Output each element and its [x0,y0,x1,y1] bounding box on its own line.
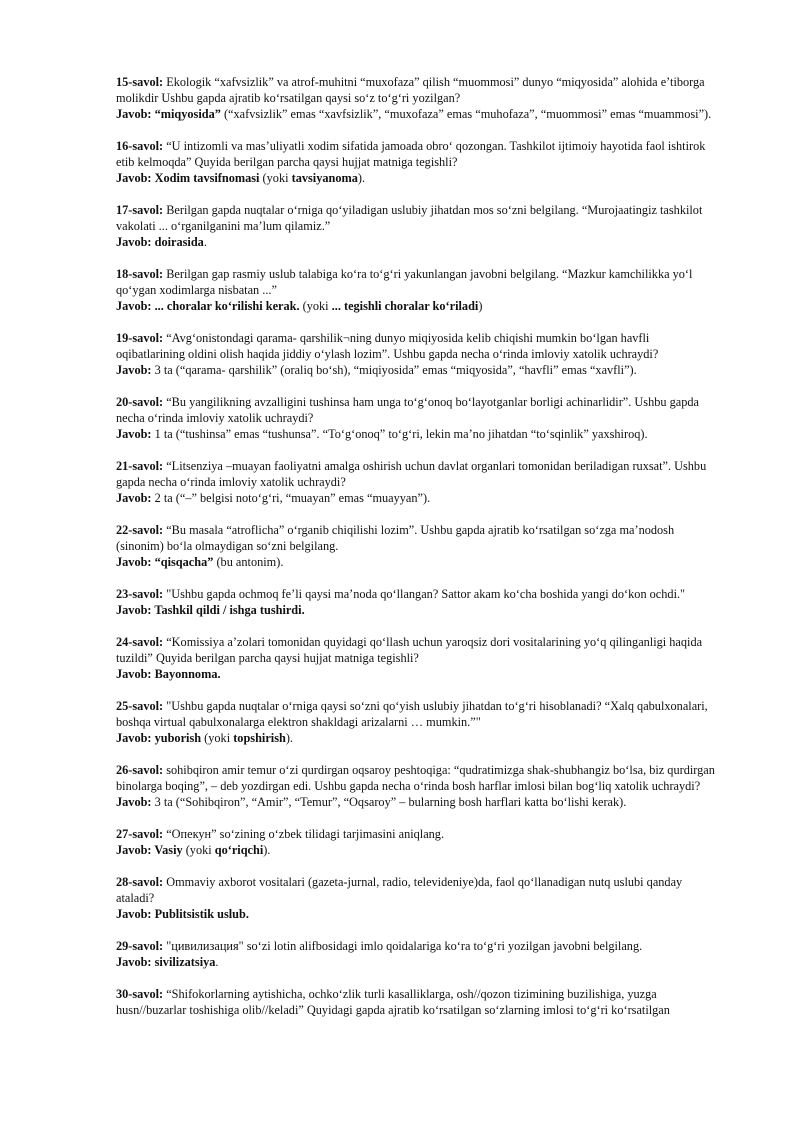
question-number: 15-savol: [116,75,164,89]
question-29 [116,938,718,970]
answer: Javob: doirasida. [116,235,207,249]
answer-label: Javob: [116,107,152,121]
question-text: 26-savol: sohibqiron amir temur o‘zi qurdirgan oqsaroy peshtoqiga: “qudratimizga shak-shubhangiz bo‘lsa, biz qurdirgan binolarga boqing”, – deb yozdirgan edi. Ushbu gapda necha o‘rinda bosh harflar imlosi bilan bog‘liq xatolik uchraydi? [116,763,715,793]
answer-value: Publitsistik uslub. [151,907,249,921]
answer-value: ... choralar ko‘rilishi kerak. [151,299,300,313]
question-number: 21-savol: [116,459,164,473]
question-18 [116,266,718,314]
answer-alt-value: tavsiyanoma [291,171,358,185]
answer-label: Javob: [116,955,152,969]
question-number: 16-savol: [116,139,164,153]
answer: Javob: sivilizatsiya. [116,955,219,969]
question-number: 29-savol: [116,939,164,953]
answer: Javob: 3 ta (“qarama- qarshilik” (oraliq bo‘sh), “miqiyosida” emas “miqyosida”, “havfli” emas “xavfli”). [116,363,637,377]
question-number: 27-savol: [116,827,164,841]
answer [116,906,718,922]
question-text: 22-savol: “Bu masala “atroflicha” o‘rganib chiqilishi lozim”. Ushbu gapda ajratib ko‘rsatilgan so‘zga ma’nodosh (sinonim) bo‘la olmaydigan so‘zni belgilang. [116,523,675,553]
question-27 [116,826,718,858]
question-text: 30-savol: “Shifokorlarning aytishicha, ochko‘zlik turli kasalliklarga, osh//qozon tizimining buzilishiga, yuzga husn//buzarlar toshishiga olib//keladi” Quyidagi gapda ajratib ko‘rsatilgan so‘zlarning imlosi to‘g‘ri ko‘rsatilgan [116,987,670,1017]
answer-label: Javob: [116,795,152,809]
answer-label: Javob: [116,235,152,249]
question-number: 17-savol: [116,203,164,217]
answer-alt-value: ... tegishli choralar ko‘riladi [331,299,479,313]
question-25 [116,698,718,746]
answer: Javob: 1 ta (“tushinsa” emas “tushunsa”. “To‘g‘onoq” to‘g‘ri, lekin ma’no jihatdan “to‘sqinlik” yaxshiroq). [116,427,648,441]
question-20 [116,394,718,442]
answer-label: Javob: [116,603,152,617]
answer: Javob: “miqyosida” (“xafvsizlik” emas “xavfsizlik”, “muxofaza” emas “muhofaza”, “muommosi” emas “muammosi”). [116,107,712,121]
question-21 [116,458,718,506]
answer-value: “miqyosida” [151,107,221,121]
question-22 [116,522,718,570]
answer-value: Tashkil qildi / ishga tushirdi. [151,603,305,617]
question-number: 18-savol: [116,267,164,281]
answer-value: doirasida [151,235,204,249]
question-26 [116,762,718,810]
answer-label: Javob: [116,907,152,921]
question-17 [116,202,718,250]
answer: Javob: Xodim tavsifnomasi (yoki tavsiyanoma). [116,171,366,185]
answer-label: Javob: [116,667,152,681]
question-text: 21-savol: “Litsenziya –muayan faoliyatni amalga oshirish uchun davlat organlari tomonidan beriladigan ruxsat”. Ushbu gapda necha o‘rinda imloviy xatolik uchraydi? [116,459,707,489]
answer-value: yuborish [151,731,202,745]
answer-value: Bayonnoma. [151,667,221,681]
answer-label: Javob: [116,731,152,745]
question-19 [116,330,718,378]
question-number: 25-savol: [116,699,164,713]
question-number: 20-savol: [116,395,164,409]
question-text: 20-savol: “Bu yangilikning avzalligini tushinsa ham unga to‘g‘onoq bo‘layotganlar borligi achinarlidir”. Ushbu gapda necha o‘rinda imloviy xatolik uchraydi? [116,395,699,425]
question-number: 22-savol: [116,523,164,537]
question-text: 28-savol: Ommaviy axborot vositalari (gazeta-jurnal, radio, televideniye)da, faol qo‘llanadigan nutq uslubi qanday ataladi? [116,875,683,905]
question-number: 30-savol: [116,987,164,1001]
answer: Javob: ... choralar ko‘rilishi kerak. (yoki ... tegishli choralar ko‘riladi) [116,299,483,313]
question-text: 23-savol: "Ushbu gapda ochmoq fe’li qaysi ma’noda qo‘llangan? Sattor akam ko‘cha boshida yangi do‘kon ochdi." [116,587,686,601]
answer-value: “qisqacha” [151,555,214,569]
answer: Javob: “qisqacha” (bu antonim). [116,555,284,569]
question-number: 26-savol: [116,763,164,777]
question-30 [116,986,718,1018]
answer-alt-value: qo‘riqchi [214,843,264,857]
question-23 [116,586,718,618]
question-16 [116,138,718,186]
answer: Javob: 2 ta (“–” belgisi noto‘g‘ri, “muayan” emas “muayyan”). [116,491,431,505]
question-number: 23-savol: [116,587,164,601]
question-15 [116,74,718,122]
answer-value: Xodim tavsifnomasi [151,171,260,185]
answer-alt-value: topshirish [233,731,286,745]
answer-label: Javob: [116,363,152,377]
question-number: 28-savol: [116,875,164,889]
answer-label: Javob: [116,299,152,313]
answer [116,666,718,682]
question-text: 16-savol: “U intizomli va mas’uliyatli xodim sifatida jamoada obro‘ qozongan. Tashkilot ijtimoiy hayotida faol ishtirok etib kelmoqda” Quyida berilgan parcha qaysi hujjat matniga tegishli? [116,139,706,169]
question-text: 17-savol: Berilgan gapda nuqtalar o‘rniga qo‘yiladigan uslubiy jihatdan mos so‘zni belgilang. “Murojaatingiz tashkilot vakolati ... o‘rganilganini ma’lum qilamiz.” [116,203,703,233]
question-28 [116,874,718,922]
answer-label: Javob: [116,555,152,569]
question-text: 29-savol: "цивилизация" so‘zi lotin alifbosidagi imlo qoidalariga ko‘ra to‘g‘ri yozilgan javobni belgilang. [116,939,643,953]
answer-value: Vasiy [151,843,183,857]
question-text: 27-savol: “Опекун” so‘zining o‘zbek tilidagi tarjimasini aniqlang. [116,827,445,841]
question-text: 15-savol: Ekologik “xafvsizlik” va atrof-muhitni “muxofaza” qilish “muommosi” dunyo “miqyosida” alohida e’tiborga molikdir Ushbu gapda ajratib ko‘rsatilgan qaysi so‘z to‘g‘ri yozilgan? [116,75,705,105]
answer: Javob: yuborish (yoki topshirish). [116,731,293,745]
question-text: 18-savol: Berilgan gap rasmiy uslub talabiga ko‘ra to‘g‘ri yakunlangan javobni belgilang. “Mazkur kamchilikka yo‘l qo‘ygan xodimlarga nisbatan ...” [116,267,693,297]
question-text: 19-savol: “Avg‘onistondagi qarama- qarshilik¬ning dunyo miqiyosida kelib chiqishi mumkin bo‘lgan havfli oqibatlarining oldini olish haqida jiddiy o‘ylash lozim”. Ushbu gapda necha o‘rinda imloviy xatolik uchraydi? [116,331,659,361]
question-text: 25-savol: "Ushbu gapda nuqtalar o‘rniga qaysi so‘zni qo‘yish uslubiy jihatdan to‘g‘ri hisoblanadi? “Xalq qabulxonalari, boshqa virtual qabulxonalarga elektron shakldagi arizalarni … mumkin.”" [116,699,708,729]
answer [116,602,718,618]
question-24 [116,634,718,682]
answer: Javob: 3 ta (“Sohibqiron”, “Amir”, “Temur”, “Oqsaroy” – bularning bosh harflari katta bo‘lishi kerak). [116,795,627,809]
answer: Javob: Vasiy (yoki qo‘riqchi). [116,843,271,857]
answer-label: Javob: [116,491,152,505]
question-number: 19-savol: [116,331,164,345]
answer-value: sivilizatsiya [151,955,216,969]
question-number: 24-savol: [116,635,164,649]
answer-label: Javob: [116,843,152,857]
answer-label: Javob: [116,171,152,185]
question-text: 24-savol: “Komissiya a’zolari tomonidan quyidagi qo‘llash uchun yaroqsiz dori vositalarining yo‘q qilinganligi haqida tuzildi” Quyida berilgan parcha qaysi hujjat matniga tegishli? [116,635,703,665]
answer-label: Javob: [116,427,152,441]
